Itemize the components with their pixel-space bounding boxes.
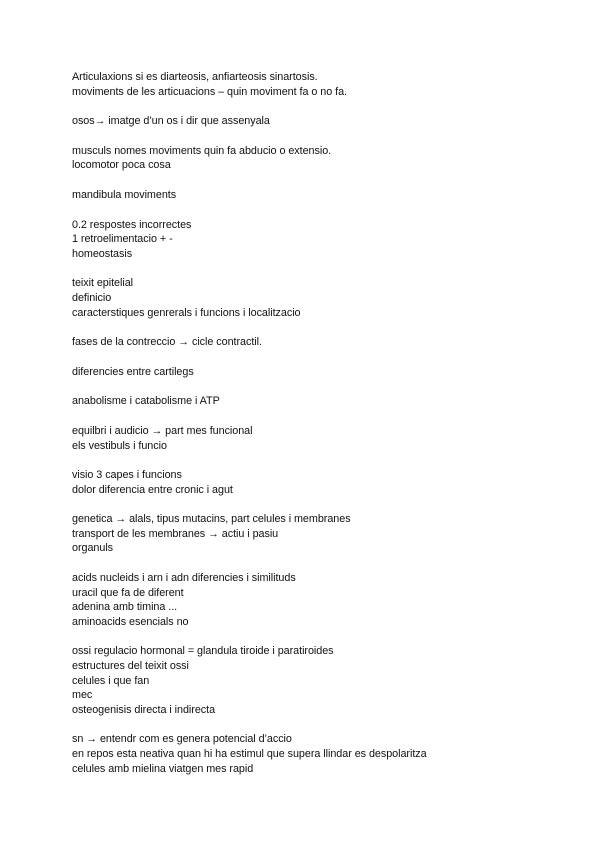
text-line: mec [72,689,93,702]
text-line: els vestibuls i funcio [72,439,167,452]
text-line: estructures del teixit ossi [72,660,189,673]
text-line: definicio [72,291,112,304]
paragraph-acids-nucleics [72,571,572,629]
text-line: 1 retroelimentacio + - [72,233,173,246]
paragraph-cartilegs [72,365,572,380]
paragraph-visio [72,468,572,497]
text-line: en repos esta neativa quan hi ha estimul que supera llindar es despolaritza [72,748,427,760]
text-line: transport de les membranes → actiu i pasiu [72,527,279,540]
text-line: adenina amb timina ... [72,601,178,614]
paragraph-musculs [72,144,572,173]
text-line: osteogenisis directa i indirecta [72,703,216,716]
text-line: equilbri i audicio → part mes funcional [72,424,253,437]
text-line: visio 3 capes i funcions [72,469,182,482]
paragraph-contraccio [72,335,572,350]
paragraph-respostes [72,218,572,262]
text-line: acids nucleids i arn i adn diferencies i similituds [72,572,296,585]
paragraph-equilibri [72,424,572,453]
paragraph-osos [72,114,572,129]
text-line: dolor diferencia entre cronic i agut [72,483,233,496]
text-line: diferencies entre cartilegs [72,365,194,378]
text-line: teixit epitelial [72,277,134,290]
text-line: genetica → alals, tipus mutacins, part celules i membranes [72,513,351,526]
paragraph-sistema-nervios [72,732,572,776]
text-line: 0.2 respostes incorrectes [72,218,192,231]
paragraph-teixit-ossi [72,644,572,717]
notes-document [72,70,572,791]
paragraph-teixit-epitelial [72,276,572,320]
text-line: mandibula moviments [72,188,177,201]
text-line: celules amb mielina viatgen mes rapid [72,762,254,775]
text-line: Articulaxions si es diarteosis, anfiarteosis sinartosis. [72,71,318,83]
text-line: osos→ imatge d’un os i dir que assenyala [72,115,270,128]
text-line: locomotor poca cosa [72,159,171,172]
text-line: uracil que fa de diferent [72,586,184,599]
text-line: aminoacids esencials no [72,615,189,628]
text-line: sn → entendr com es genera potencial d’accio [72,733,292,746]
paragraph-metabolisme [72,394,572,409]
text-line: homeostasis [72,247,133,260]
paragraph-articulacions [72,70,572,99]
text-line: moviments de les articuacions – quin moviment fa o no fa. [72,85,348,98]
text-line: organuls [72,542,114,555]
text-line: musculs nomes moviments quin fa abducio o extensio. [72,144,332,157]
text-line: ossi regulacio hormonal = glandula tiroide i paratiroides [72,645,334,658]
text-line: caracterstiques genrerals i funcions i localitzacio [72,306,301,319]
paragraph-genetica [72,512,572,556]
text-line: fases de la contreccio → cicle contractil. [72,336,262,349]
text-line: anabolisme i catabolisme i ATP [72,395,220,408]
text-line: celules i que fan [72,674,150,687]
paragraph-mandibula [72,188,572,203]
